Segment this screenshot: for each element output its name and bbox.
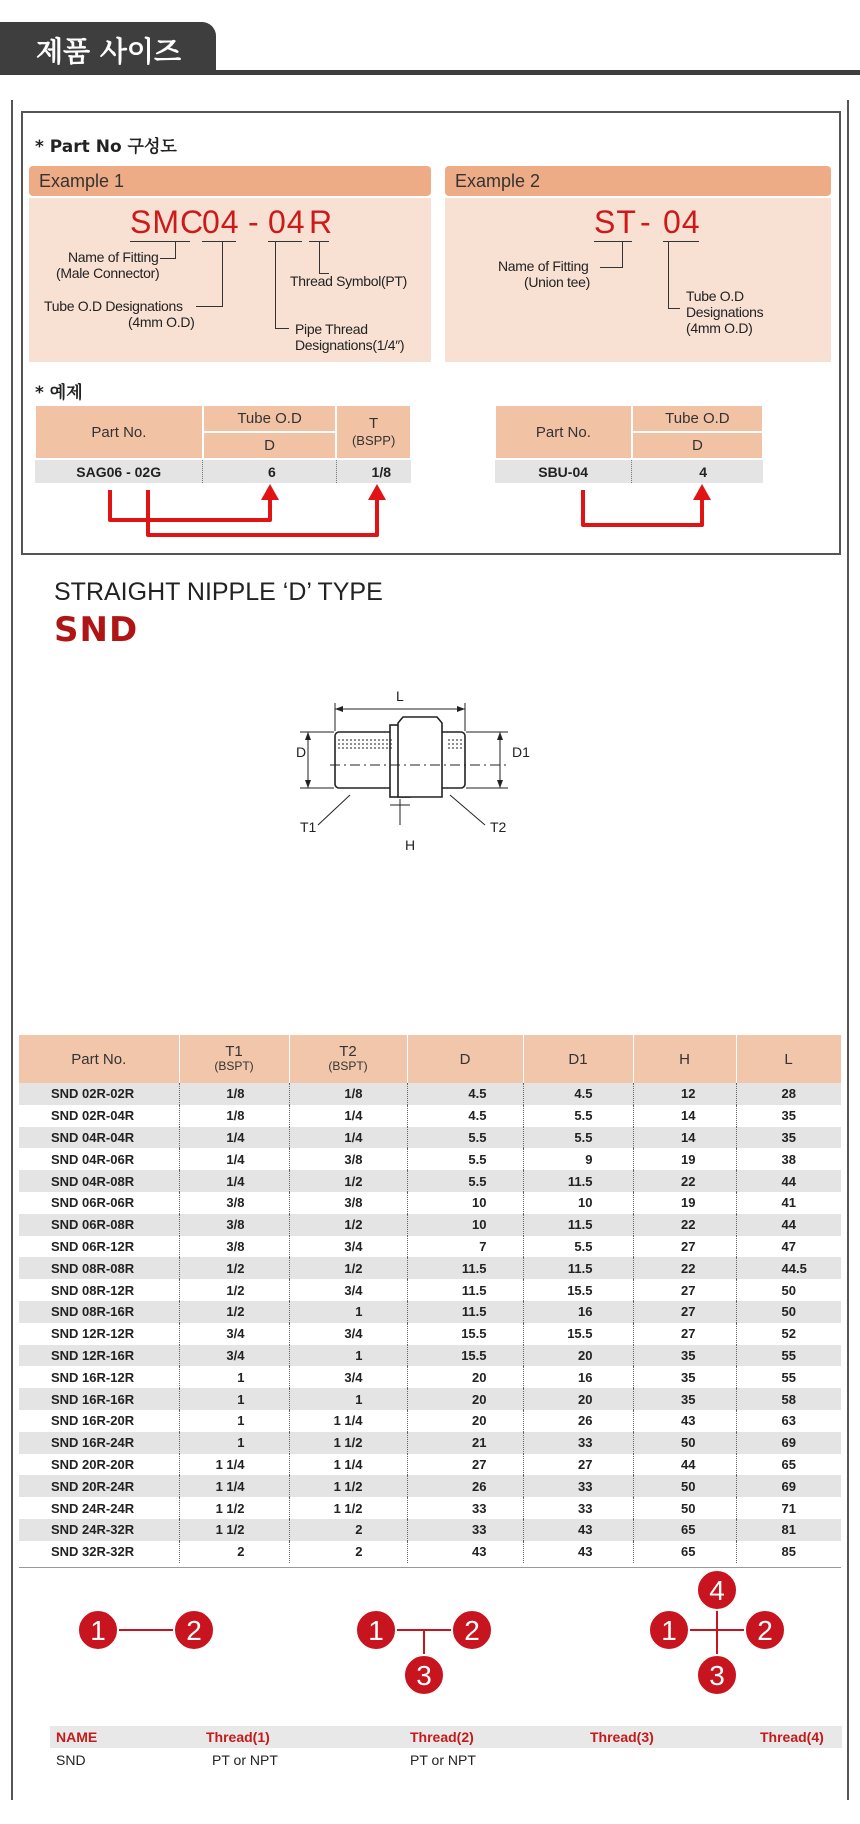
cell-part-no: SND 08R-12R: [19, 1279, 179, 1301]
cell-h: 44: [633, 1454, 736, 1476]
cell-thread4: [760, 1748, 842, 1772]
cell-t2: 1 1/2: [289, 1497, 407, 1519]
cell-l: 81: [736, 1519, 841, 1541]
port-num-4: 4: [709, 1575, 725, 1606]
cell-l: 35: [736, 1105, 841, 1127]
cell-d: 33: [407, 1497, 523, 1519]
cell-l: 44: [736, 1170, 841, 1192]
cell-h: 19: [633, 1148, 736, 1170]
cell-t1: 1/4: [179, 1148, 289, 1170]
dimension-table: [19, 1035, 842, 1563]
cell-t1: 3/8: [179, 1192, 289, 1214]
cell-h: 50: [633, 1497, 736, 1519]
cell-t2: 1/2: [289, 1170, 407, 1192]
cell-t1: 3/4: [179, 1323, 289, 1345]
cell-thread3: [590, 1748, 760, 1772]
label-pipe-thread-sub: Designations(1/4″): [295, 337, 405, 353]
cell-t2: 1/4: [289, 1127, 407, 1149]
cell-l: 69: [736, 1475, 841, 1497]
cell-d1: 5.5: [523, 1105, 633, 1127]
cell-d: 15.5: [407, 1345, 523, 1367]
cell-t1: 1: [179, 1432, 289, 1454]
cell-t1: 1/2: [179, 1301, 289, 1323]
col-h: H: [633, 1035, 736, 1083]
port-num-2: 2: [464, 1615, 480, 1646]
cell-part-no: SND 16R-24R: [19, 1432, 179, 1454]
col-t2: [289, 1035, 407, 1083]
cell-part-no: SND 02R-02R: [19, 1083, 179, 1105]
part-no-title: * Part No 구성도: [35, 137, 177, 157]
cell-t2: 3/8: [289, 1192, 407, 1214]
col-d: D: [407, 1035, 523, 1083]
cell-h: 27: [633, 1301, 736, 1323]
cell-part-no: SND 16R-16R: [19, 1388, 179, 1410]
cell-d: 33: [407, 1519, 523, 1541]
cell-t2: 3/4: [289, 1279, 407, 1301]
cell-d: 10: [407, 1192, 523, 1214]
cell-d: 15.5: [407, 1323, 523, 1345]
col-thread4: Thread(4): [760, 1726, 842, 1748]
label-tube-od-sub: (4mm O.D): [128, 314, 195, 330]
cell-t2: 3/8: [289, 1148, 407, 1170]
cell-d1: 26: [523, 1410, 633, 1432]
port-num-1: 1: [368, 1615, 384, 1646]
cell-l: 50: [736, 1301, 841, 1323]
col-l: L: [736, 1035, 841, 1083]
example1-code-dash: -: [248, 204, 260, 240]
cell-t2: 1 1/4: [289, 1410, 407, 1432]
cell-h: 35: [633, 1388, 736, 1410]
cell-t2: 1: [289, 1388, 407, 1410]
cell-name: SND: [56, 1752, 86, 1768]
cell-d: 5.5: [407, 1170, 523, 1192]
cell-h: 65: [633, 1519, 736, 1541]
cell-d: 6: [203, 459, 336, 483]
cell-t1: 1/4: [179, 1170, 289, 1192]
cell-h: 50: [633, 1475, 736, 1497]
col-part-no: Part No.: [35, 405, 203, 459]
cell-part-no: SND 12R-12R: [19, 1323, 179, 1345]
arrow-pn-to-d: [110, 490, 270, 520]
arrowhead: [497, 780, 503, 788]
table-row: [19, 1301, 841, 1323]
label-tube-od-2: Tube O.D: [686, 288, 744, 304]
cell-d1: 16: [523, 1301, 633, 1323]
label-name-fitting-sub-2: (Union tee): [524, 274, 590, 290]
cell-d: 11.5: [407, 1257, 523, 1279]
cell-part-no: SND 04R-04R: [19, 1127, 179, 1149]
cell-t2: 1/8: [289, 1083, 407, 1105]
col-tube-od: Tube O.D: [203, 405, 336, 432]
label-name-fitting-2: Name of Fitting: [498, 258, 589, 274]
cell-h: 12: [633, 1083, 736, 1105]
cell-d: 11.5: [407, 1301, 523, 1323]
cell-part-no: SND 12R-16R: [19, 1345, 179, 1367]
cell-t2: 3/4: [289, 1323, 407, 1345]
label-tube-od: Tube O.D Designations: [44, 298, 183, 314]
cell-t2: 1 1/2: [289, 1432, 407, 1454]
cell-l: 28: [736, 1083, 841, 1105]
cell-t1: 2: [179, 1541, 289, 1563]
cell-t1: 1: [179, 1366, 289, 1388]
hex-top: [398, 717, 442, 797]
cell-d1: 43: [523, 1541, 633, 1563]
cell-d1: 20: [523, 1345, 633, 1367]
table-row: [19, 1148, 841, 1170]
cell-d1: 11.5: [523, 1170, 633, 1192]
cell-t2: 2: [289, 1519, 407, 1541]
label-T1: T1: [300, 819, 317, 835]
cell-t2: 2: [289, 1541, 407, 1563]
cell-t: 1/8: [336, 459, 411, 483]
cell-t1: 1/2: [179, 1279, 289, 1301]
product-subtitle: STRAIGHT NIPPLE ‘D’ TYPE: [54, 578, 383, 606]
cell-d: 26: [407, 1475, 523, 1497]
label-D1: D1: [512, 744, 530, 760]
cell-d: 5.5: [407, 1127, 523, 1149]
cell-part-no: SND 06R-06R: [19, 1192, 179, 1214]
cell-d1: 16: [523, 1366, 633, 1388]
cell-l: 58: [736, 1388, 841, 1410]
col-d: D: [632, 432, 763, 459]
label-pipe-thread: Pipe Thread: [295, 321, 368, 337]
cell-t1: 3/8: [179, 1236, 289, 1258]
cell-t1: 1 1/2: [179, 1519, 289, 1541]
example2-code-dash: -: [640, 204, 652, 240]
col-name: NAME: [50, 1726, 206, 1748]
col-thread2: Thread(2): [410, 1726, 590, 1748]
cell-part-no: SND 08R-16R: [19, 1301, 179, 1323]
cell-l: 69: [736, 1432, 841, 1454]
cell-l: 41: [736, 1192, 841, 1214]
leader-t1: [318, 795, 350, 825]
table-row: [19, 1454, 841, 1476]
cell-thread2: PT or NPT: [410, 1752, 476, 1768]
cell-part-no: SND 20R-24R: [19, 1475, 179, 1497]
cell-part-no: SND 02R-04R: [19, 1105, 179, 1127]
cell-l: 50: [736, 1279, 841, 1301]
table-row: [19, 1105, 841, 1127]
arrow-pn-to-d-2: [583, 490, 702, 525]
cell-d: 10: [407, 1214, 523, 1236]
cell-d1: 15.5: [523, 1279, 633, 1301]
cell-l: 65: [736, 1454, 841, 1476]
cell-l: 52: [736, 1323, 841, 1345]
cell-d1: 20: [523, 1388, 633, 1410]
label-name-fitting-sub: (Male Connector): [56, 265, 160, 281]
example2-heading: Example 2: [445, 166, 831, 196]
cell-h: 22: [633, 1214, 736, 1236]
cell-part-no: SND 06R-08R: [19, 1214, 179, 1236]
table-row: [19, 1475, 841, 1497]
col-d: D: [203, 432, 336, 459]
cell-t1: 1: [179, 1410, 289, 1432]
cell-t2: 1 1/2: [289, 1475, 407, 1497]
thread-table: [50, 1726, 842, 1772]
arrowhead: [497, 732, 503, 740]
col-t1: [179, 1035, 289, 1083]
cell-pn: SBU-04: [495, 459, 632, 483]
col-t-label: T: [369, 415, 379, 432]
cell-h: 14: [633, 1127, 736, 1149]
col-part-no: Part No.: [19, 1035, 179, 1083]
cell-l: 44.5: [736, 1257, 841, 1279]
arrowhead: [305, 780, 311, 788]
section-title: 제품 사이즈: [36, 35, 181, 68]
label-name-fitting: Name of Fitting: [68, 249, 159, 265]
leader-t2: [450, 795, 485, 825]
cell-h: 27: [633, 1236, 736, 1258]
cell-h: 22: [633, 1170, 736, 1192]
example2-code-b: 04: [663, 204, 701, 240]
table-row: [19, 1192, 841, 1214]
arrow-head: [261, 484, 279, 500]
col-d1: D1: [523, 1035, 633, 1083]
cell-t1: 3/4: [179, 1345, 289, 1367]
col-t-sub: (BSPP): [351, 433, 396, 448]
cell-t1: 1 1/4: [179, 1454, 289, 1476]
arrowhead: [305, 732, 311, 740]
label-D: D: [296, 744, 307, 760]
table-row: [19, 1323, 841, 1345]
port-num-1: 1: [661, 1615, 677, 1646]
table-row: [19, 1345, 841, 1367]
cell-d: 7: [407, 1236, 523, 1258]
col-t1-label: T1: [225, 1043, 243, 1060]
cell-t1: 1/2: [179, 1257, 289, 1279]
table-row: [19, 1083, 841, 1105]
col-t2-sub: (BSPT): [328, 1059, 368, 1073]
cell-d1: 43: [523, 1519, 633, 1541]
cell-d1: 33: [523, 1475, 633, 1497]
cell-l: 35: [736, 1127, 841, 1149]
cell-part-no: SND 08R-08R: [19, 1257, 179, 1279]
example2-code-a: ST: [594, 204, 637, 240]
cell-d1: 15.5: [523, 1323, 633, 1345]
table-row: [19, 1519, 841, 1541]
cell-h: 65: [633, 1541, 736, 1563]
cell-t1: 1: [179, 1388, 289, 1410]
cell-part-no: SND 20R-20R: [19, 1454, 179, 1476]
cell-h: 50: [633, 1432, 736, 1454]
cell-part-no: SND 16R-20R: [19, 1410, 179, 1432]
cell-d1: 11.5: [523, 1257, 633, 1279]
table-row: [19, 1127, 841, 1149]
col-tube-od: Tube O.D: [632, 405, 763, 432]
col-thread3: Thread(3): [590, 1726, 760, 1748]
col-part-no: Part No.: [495, 405, 632, 459]
example1-heading: Example 1: [29, 166, 431, 196]
cell-d: 11.5: [407, 1279, 523, 1301]
cell-d1: 4.5: [523, 1083, 633, 1105]
cell-h: 27: [633, 1323, 736, 1345]
cell-d1: 5.5: [523, 1236, 633, 1258]
arrow-head: [368, 484, 386, 500]
cell-h: 35: [633, 1366, 736, 1388]
cell-l: 63: [736, 1410, 841, 1432]
cell-part-no: SND 16R-12R: [19, 1366, 179, 1388]
cell-t2: 1/2: [289, 1257, 407, 1279]
col-thread1: Thread(1): [206, 1726, 410, 1748]
cell-t2: 3/4: [289, 1366, 407, 1388]
examples-title: * 예제: [35, 383, 83, 403]
cell-h: 14: [633, 1105, 736, 1127]
port-num-1: 1: [90, 1615, 106, 1646]
cell-d: 20: [407, 1388, 523, 1410]
table-row: [19, 1388, 841, 1410]
cell-t1: 1/4: [179, 1127, 289, 1149]
cell-h: 35: [633, 1345, 736, 1367]
table-row: [19, 1497, 841, 1519]
cell-l: 71: [736, 1497, 841, 1519]
cell-d: 21: [407, 1432, 523, 1454]
arrowhead: [457, 706, 465, 712]
example1-code-b: 04: [202, 204, 240, 240]
cell-d1: 11.5: [523, 1214, 633, 1236]
cell-d: 43: [407, 1541, 523, 1563]
cell-part-no: SND 24R-24R: [19, 1497, 179, 1519]
port-num-3: 3: [709, 1660, 725, 1691]
cell-d: 20: [407, 1410, 523, 1432]
port-num-2: 2: [757, 1615, 773, 1646]
table-row: [19, 1366, 841, 1388]
table-row: [19, 1541, 841, 1563]
cell-d: 27: [407, 1454, 523, 1476]
cell-t2: 1: [289, 1301, 407, 1323]
cell-l: 38: [736, 1148, 841, 1170]
table-row: [19, 1170, 841, 1192]
cell-t2: 3/4: [289, 1236, 407, 1258]
port-diagrams: [60, 1565, 820, 1710]
table-row: [19, 1279, 841, 1301]
example1-code-d: R: [309, 204, 334, 240]
label-H: H: [405, 837, 416, 853]
cell-part-no: SND 32R-32R: [19, 1541, 179, 1563]
arrow-pn-to-t: [148, 490, 377, 535]
cell-d1: 9: [523, 1148, 633, 1170]
cell-part-no: SND 24R-32R: [19, 1519, 179, 1541]
cell-part-no: SND 04R-08R: [19, 1170, 179, 1192]
cell-l: 85: [736, 1541, 841, 1563]
cell-t1: 3/8: [179, 1214, 289, 1236]
cell-d1: 27: [523, 1454, 633, 1476]
label-thread-symbol: Thread Symbol(PT): [290, 273, 408, 289]
table-row: [19, 1410, 841, 1432]
cell-part-no: SND 04R-06R: [19, 1148, 179, 1170]
cell-d1: 33: [523, 1497, 633, 1519]
table-row: [19, 1214, 841, 1236]
cell-l: 55: [736, 1366, 841, 1388]
cell-part-no: SND 06R-12R: [19, 1236, 179, 1258]
cell-thread1: PT or NPT: [212, 1752, 278, 1768]
arrow-head: [693, 484, 711, 500]
table-row: [19, 1257, 841, 1279]
col-t2-label: T2: [339, 1043, 357, 1060]
dimension-table-body: [19, 1083, 841, 1563]
cell-h: 22: [633, 1257, 736, 1279]
label-T2: T2: [490, 819, 507, 835]
cell-t2: 1 1/4: [289, 1454, 407, 1476]
cell-l: 47: [736, 1236, 841, 1258]
cell-t1: 1 1/2: [179, 1497, 289, 1519]
cell-h: 43: [633, 1410, 736, 1432]
cell-t1: 1/8: [179, 1105, 289, 1127]
cell-pn: SAG06 - 02G: [35, 459, 203, 483]
label-L: L: [396, 688, 404, 704]
cell-h: 19: [633, 1192, 736, 1214]
cell-d: 5.5: [407, 1148, 523, 1170]
port-num-3: 3: [416, 1660, 432, 1691]
cell-t1: 1/8: [179, 1083, 289, 1105]
label-tube-od-sub1-2: Designations: [686, 304, 764, 320]
cell-l: 55: [736, 1345, 841, 1367]
cell-t2: 1/4: [289, 1105, 407, 1127]
cell-d: 4: [632, 459, 763, 483]
cell-t1: 1 1/4: [179, 1475, 289, 1497]
cell-t2: 1/2: [289, 1214, 407, 1236]
cell-d1: 10: [523, 1192, 633, 1214]
cell-t2: 1: [289, 1345, 407, 1367]
arrowhead: [335, 706, 343, 712]
port-num-2: 2: [186, 1615, 202, 1646]
cell-d: 4.5: [407, 1083, 523, 1105]
example1-code-c: 04: [268, 204, 306, 240]
example-arrows: [0, 0, 860, 560]
cell-d: 4.5: [407, 1105, 523, 1127]
cell-h: 27: [633, 1279, 736, 1301]
example1-code-a: SMC: [130, 204, 205, 240]
cell-l: 44: [736, 1214, 841, 1236]
cell-d: 20: [407, 1366, 523, 1388]
cell-d1: 33: [523, 1432, 633, 1454]
cell-d1: 5.5: [523, 1127, 633, 1149]
product-code: SND: [54, 610, 139, 650]
table-row: [19, 1236, 841, 1258]
table-row: [19, 1432, 841, 1454]
label-tube-od-sub2-2: (4mm O.D): [686, 320, 753, 336]
fitting-diagram: [290, 665, 550, 865]
col-t1-sub: (BSPT): [214, 1059, 254, 1073]
